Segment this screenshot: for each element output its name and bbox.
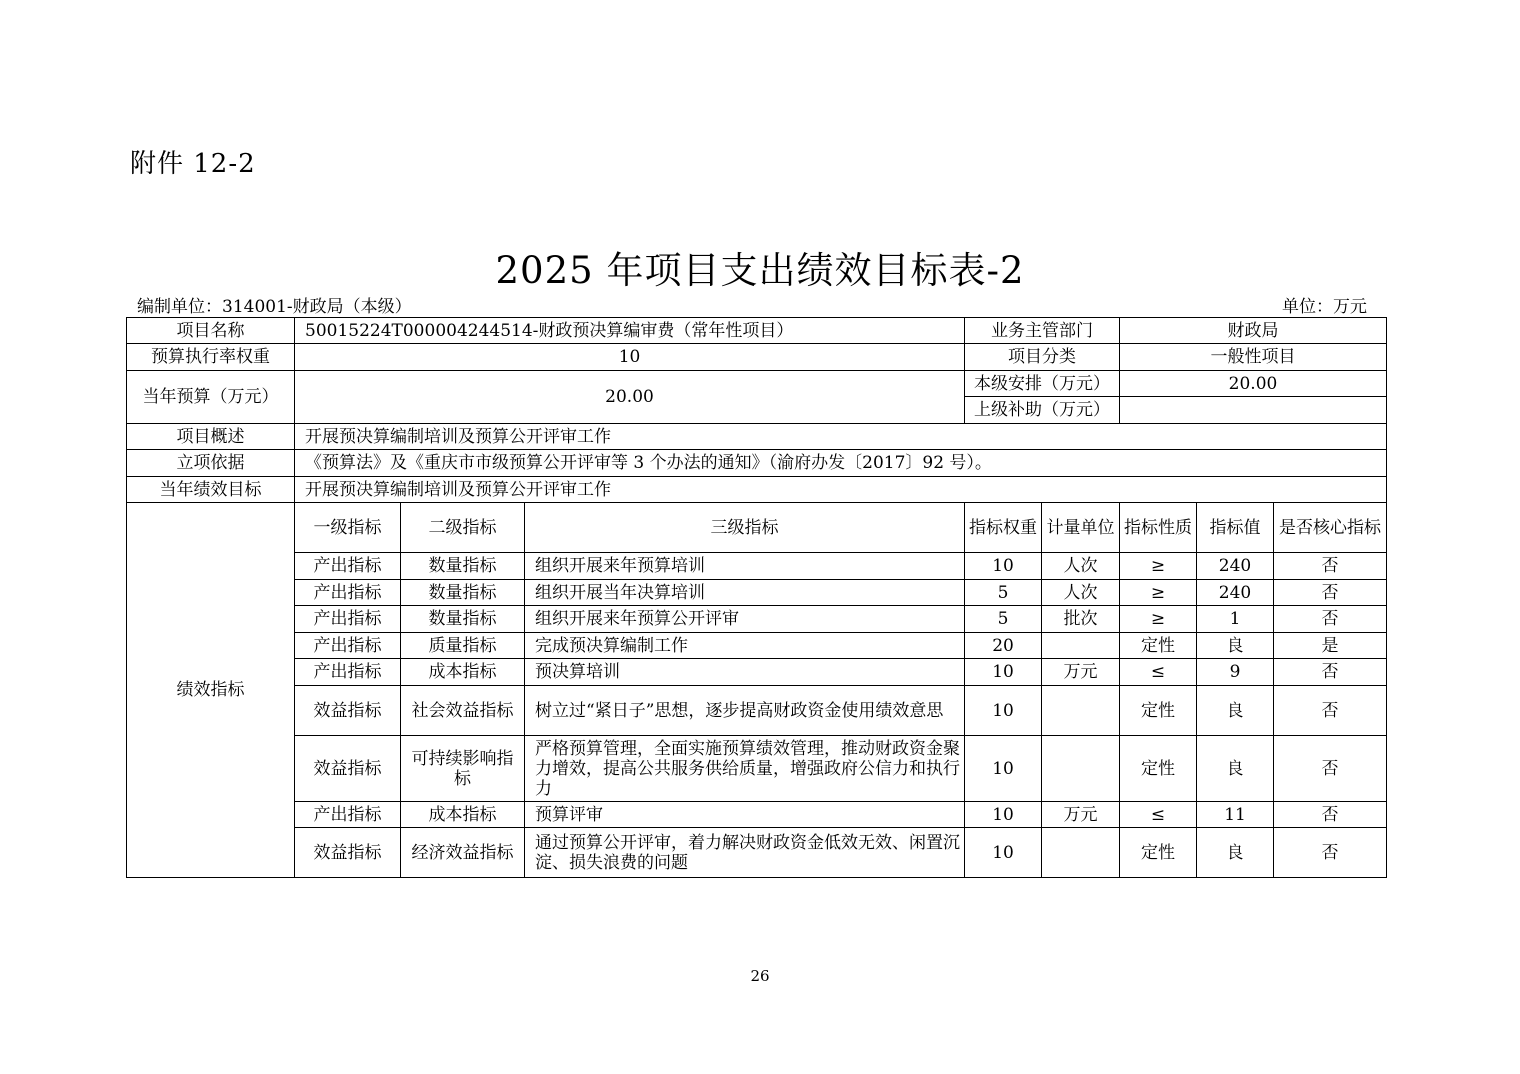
indicator-level1: 效益指标 (295, 686, 401, 736)
header-level2: 二级指标 (401, 503, 525, 553)
indicator-value: 240 (1197, 553, 1274, 580)
indicator-level1: 产出指标 (295, 802, 401, 828)
weight-label: 预算执行率权重 (127, 344, 295, 371)
goal-label: 当年绩效目标 (127, 477, 295, 503)
indicator-level1: 产出指标 (295, 633, 401, 659)
indicator-core: 否 (1274, 659, 1387, 686)
page-number: 26 (750, 967, 770, 985)
table-row (127, 424, 1387, 450)
indicator-level1: 产出指标 (295, 580, 401, 606)
indicator-row (127, 686, 1387, 736)
header-value: 指标值 (1197, 503, 1274, 553)
indicator-unit: 万元 (1042, 659, 1120, 686)
indicator-nature: ≤ (1120, 659, 1197, 686)
basis-value: 《预算法》及《重庆市市级预算公开评审等 3 个办法的通知》（渝府办发〔2017〕92 号）。 (295, 450, 1387, 477)
indicator-nature: ≥ (1120, 606, 1197, 633)
indicator-nature: ≥ (1120, 580, 1197, 606)
indicator-header-row (127, 503, 1387, 553)
superior-label: 上级补助（万元） (965, 397, 1120, 424)
superior-value (1120, 397, 1387, 424)
table-row (127, 344, 1387, 371)
indicator-weight: 10 (965, 553, 1042, 580)
indicator-level2: 质量指标 (401, 633, 525, 659)
indicator-row (127, 659, 1387, 686)
basis-label: 立项依据 (127, 450, 295, 477)
indicator-weight: 10 (965, 736, 1042, 802)
indicator-value: 9 (1197, 659, 1274, 686)
indicator-nature: 定性 (1120, 736, 1197, 802)
dept-label: 业务主管部门 (965, 318, 1120, 344)
indicator-level2: 社会效益指标 (401, 686, 525, 736)
indicator-level1: 产出指标 (295, 606, 401, 633)
indicator-level2: 数量指标 (401, 580, 525, 606)
header-weight: 指标权重 (965, 503, 1042, 553)
indicator-nature: ≤ (1120, 802, 1197, 828)
indicator-value: 良 (1197, 633, 1274, 659)
indicator-core: 否 (1274, 736, 1387, 802)
indicator-level3: 通过预算公开评审，着力解决财政资金低效无效、闲置沉淀、损失浪费的问题 (525, 828, 965, 878)
budget-label: 当年预算（万元） (127, 371, 295, 424)
indicator-unit: 万元 (1042, 802, 1120, 828)
indicator-level1: 产出指标 (295, 659, 401, 686)
indicator-core: 否 (1274, 828, 1387, 878)
table-row (127, 477, 1387, 503)
indicator-level2: 经济效益指标 (401, 828, 525, 878)
indicator-row (127, 736, 1387, 802)
indicator-core: 否 (1274, 686, 1387, 736)
indicator-level1: 产出指标 (295, 553, 401, 580)
project-name-label: 项目名称 (127, 318, 295, 344)
page-title: 2025 年项目支出绩效目标表-2 (495, 249, 1025, 292)
indicator-level3: 组织开展来年预算培训 (525, 553, 965, 580)
indicator-row (127, 633, 1387, 659)
budget-value: 20.00 (295, 371, 965, 424)
indicator-value: 1 (1197, 606, 1274, 633)
indicator-weight: 10 (965, 802, 1042, 828)
indicator-value: 良 (1197, 736, 1274, 802)
table-row (127, 318, 1387, 344)
indicator-unit (1042, 736, 1120, 802)
indicator-core: 否 (1274, 606, 1387, 633)
header-core: 是否核心指标 (1274, 503, 1387, 553)
indicator-core: 否 (1274, 580, 1387, 606)
indicator-nature: 定性 (1120, 828, 1197, 878)
indicator-unit: 批次 (1042, 606, 1120, 633)
indicator-weight: 5 (965, 606, 1042, 633)
indicator-level1: 效益指标 (295, 736, 401, 802)
indicator-core: 否 (1274, 802, 1387, 828)
indicator-row (127, 802, 1387, 828)
overview-label: 项目概述 (127, 424, 295, 450)
indicator-row (127, 553, 1387, 580)
indicator-nature: 定性 (1120, 633, 1197, 659)
attachment-label: 附件 12-2 (130, 149, 256, 179)
indicator-value: 240 (1197, 580, 1274, 606)
indicator-section-label: 绩效指标 (127, 503, 295, 878)
indicator-unit (1042, 828, 1120, 878)
indicator-value: 11 (1197, 802, 1274, 828)
indicator-unit: 人次 (1042, 580, 1120, 606)
indicator-level3: 组织开展来年预算公开评审 (525, 606, 965, 633)
indicator-unit: 人次 (1042, 553, 1120, 580)
goal-value: 开展预决算编制培训及预算公开评审工作 (295, 477, 1387, 503)
dept-value: 财政局 (1120, 318, 1387, 344)
indicator-level2: 数量指标 (401, 606, 525, 633)
local-label: 本级安排（万元） (965, 371, 1120, 397)
indicator-row (127, 606, 1387, 633)
indicator-core: 是 (1274, 633, 1387, 659)
table-row (127, 371, 1387, 397)
overview-value: 开展预决算编制培训及预算公开评审工作 (295, 424, 1387, 450)
indicator-weight: 20 (965, 633, 1042, 659)
indicator-level3: 完成预决算编制工作 (525, 633, 965, 659)
header-nature: 指标性质 (1120, 503, 1197, 553)
category-label: 项目分类 (965, 344, 1120, 371)
indicator-level3: 预算评审 (525, 802, 965, 828)
project-name-value: 50015224T000004244514-财政预决算编审费（常年性项目） (295, 318, 965, 344)
weight-value: 10 (295, 344, 965, 371)
category-value: 一般性项目 (1120, 344, 1387, 371)
indicator-nature: 定性 (1120, 686, 1197, 736)
local-value: 20.00 (1120, 371, 1387, 397)
indicator-weight: 5 (965, 580, 1042, 606)
indicator-weight: 10 (965, 659, 1042, 686)
indicator-level2: 成本指标 (401, 659, 525, 686)
indicator-unit (1042, 686, 1120, 736)
unit-label: 单位：万元 (1282, 297, 1367, 317)
indicator-core: 否 (1274, 553, 1387, 580)
compile-unit: 编制单位：314001-财政局（本级） (137, 297, 412, 317)
indicator-level2: 数量指标 (401, 553, 525, 580)
table-row (127, 450, 1387, 477)
indicator-row (127, 828, 1387, 878)
header-unit: 计量单位 (1042, 503, 1120, 553)
indicator-weight: 10 (965, 828, 1042, 878)
header-level3: 三级指标 (525, 503, 965, 553)
indicator-value: 良 (1197, 686, 1274, 736)
indicator-value: 良 (1197, 828, 1274, 878)
indicator-unit (1042, 633, 1120, 659)
indicator-level3: 预决算培训 (525, 659, 965, 686)
indicator-level2: 可持续影响指标 (401, 736, 525, 802)
indicator-level2: 成本指标 (401, 802, 525, 828)
indicator-level1: 效益指标 (295, 828, 401, 878)
indicator-nature: ≥ (1120, 553, 1197, 580)
performance-table (126, 317, 1387, 878)
indicator-level3: 树立过“紧日子”思想，逐步提高财政资金使用绩效意思 (525, 686, 965, 736)
header-level1: 一级指标 (295, 503, 401, 553)
indicator-row (127, 580, 1387, 606)
indicator-level3: 组织开展当年决算培训 (525, 580, 965, 606)
indicator-weight: 10 (965, 686, 1042, 736)
indicator-level3: 严格预算管理，全面实施预算绩效管理，推动财政资金聚力增效，提高公共服务供给质量，增强政府公信力和执行力 (525, 736, 965, 802)
